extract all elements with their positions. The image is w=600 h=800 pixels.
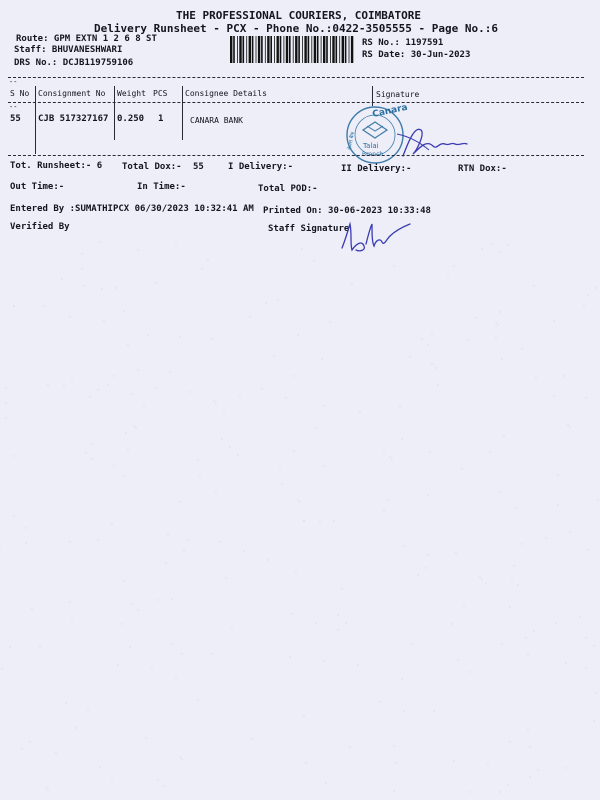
rtn-dox: RTN Dox:- <box>458 164 507 174</box>
verified-by: Verified By <box>10 222 70 232</box>
rule-mark: -- <box>9 78 18 86</box>
col-divider <box>114 86 115 140</box>
barcode-bar <box>277 36 279 63</box>
barcode-bar <box>249 36 251 63</box>
barcode-bar <box>323 36 325 63</box>
barcode-bar <box>261 36 263 63</box>
column-header-pcs: PCS <box>153 89 168 98</box>
barcode-bar <box>298 36 300 63</box>
barcode-bar <box>267 36 269 63</box>
out-time: Out Time:- <box>10 182 65 192</box>
first-delivery: I Delivery:- <box>228 162 294 172</box>
barcode-bar <box>321 36 322 63</box>
col-divider <box>182 86 183 140</box>
row-consignee: CANARA BANK <box>190 116 243 125</box>
printed-on: Printed On: 30-06-2023 10:33:48 <box>263 206 431 216</box>
barcode-bar <box>314 36 316 63</box>
barcode-bar <box>304 36 306 63</box>
total-dox-value: 55 <box>193 162 204 172</box>
barcode-bar <box>280 36 282 63</box>
runsheet-title: Delivery Runsheet - PCX - Phone No.:0422-3505555 - Page No.:6 <box>94 22 498 35</box>
row-weight: 0.250 <box>117 114 145 124</box>
in-time: In Time:- <box>137 182 186 192</box>
barcode-bar <box>265 36 266 63</box>
route-label: Route: GPM EXTN 1 2 6 8 ST <box>16 34 157 44</box>
barcode-bar <box>284 36 285 63</box>
header-bottom-rule <box>8 102 584 103</box>
barcode-bar <box>351 36 353 63</box>
barcode-bar <box>339 36 340 63</box>
barcode-bar <box>237 36 238 63</box>
rs-date: RS Date: 30-Jun-2023 <box>362 50 471 60</box>
stamp-text-mid: Talai <box>363 142 379 150</box>
barcode-bar <box>345 36 347 63</box>
table-top-rule <box>8 77 584 78</box>
row-sno: 55 <box>10 114 21 124</box>
barcode-bar <box>243 36 245 63</box>
column-header-consignee: Consignee Details <box>185 89 267 98</box>
column-header-weight: Weight <box>117 89 146 98</box>
barcode-bar <box>308 36 310 63</box>
total-dox-label: Total Dox:- <box>122 162 182 172</box>
barcode-bar <box>295 36 297 63</box>
totals-top-rule <box>8 155 584 156</box>
barcode-bar <box>239 36 241 63</box>
rule-mark: -- <box>9 103 18 111</box>
column-header-consignment: Consignment No <box>38 89 106 98</box>
barcode-bar <box>230 36 232 63</box>
barcode-bar <box>258 36 260 63</box>
col-divider <box>35 86 36 154</box>
barcode-bar <box>256 36 257 63</box>
entered-by: Entered By :SUMATHIPCX 06/30/2023 10:32:41 AM <box>10 204 254 214</box>
row-consignment-no: CJB 517327167 <box>38 114 109 124</box>
barcode-bar <box>289 36 291 63</box>
barcode-bar <box>302 36 303 63</box>
barcode-bar <box>270 36 272 63</box>
barcode-bar <box>336 36 338 63</box>
barcode-bar <box>274 36 275 63</box>
company-name: THE PROFESSIONAL COURIERS, COIMBATORE <box>176 9 422 22</box>
column-header-sno: S No <box>10 89 30 98</box>
barcode-bar <box>317 36 319 63</box>
barcode-bar <box>349 36 350 63</box>
barcode <box>230 36 354 63</box>
row-pcs: 1 <box>158 114 164 124</box>
barcode-bar <box>342 36 344 63</box>
barcode-bar <box>311 36 312 63</box>
barcode-bar <box>246 36 247 63</box>
barcode-bar <box>293 36 294 63</box>
staff-signature-label: Staff Signature <box>268 224 350 234</box>
barcode-bar <box>286 36 288 63</box>
stamp-text-bottom: Branch <box>362 151 384 158</box>
stamp-text-side: केनरा बैंक <box>347 131 357 151</box>
barcode-bar <box>330 36 331 63</box>
staff-signature <box>338 210 418 260</box>
barcode-bar <box>233 36 235 63</box>
barcode-bar <box>332 36 334 63</box>
total-pod: Total POD:- <box>258 184 318 194</box>
staff-label: Staff: BHUVANESHWARI <box>14 45 123 55</box>
stamp-text-top: Canara <box>371 102 409 120</box>
drs-number: DRS No.: DCJB119759106 <box>14 58 134 68</box>
total-runsheet: Tot. Runsheet:- 6 <box>10 161 103 171</box>
rs-number: RS No.: 1197591 <box>362 38 444 48</box>
second-delivery: II Delivery:- <box>341 164 412 174</box>
barcode-bar <box>252 36 254 63</box>
barcode-bar <box>326 36 328 63</box>
column-header-signature: Signature <box>376 90 420 99</box>
